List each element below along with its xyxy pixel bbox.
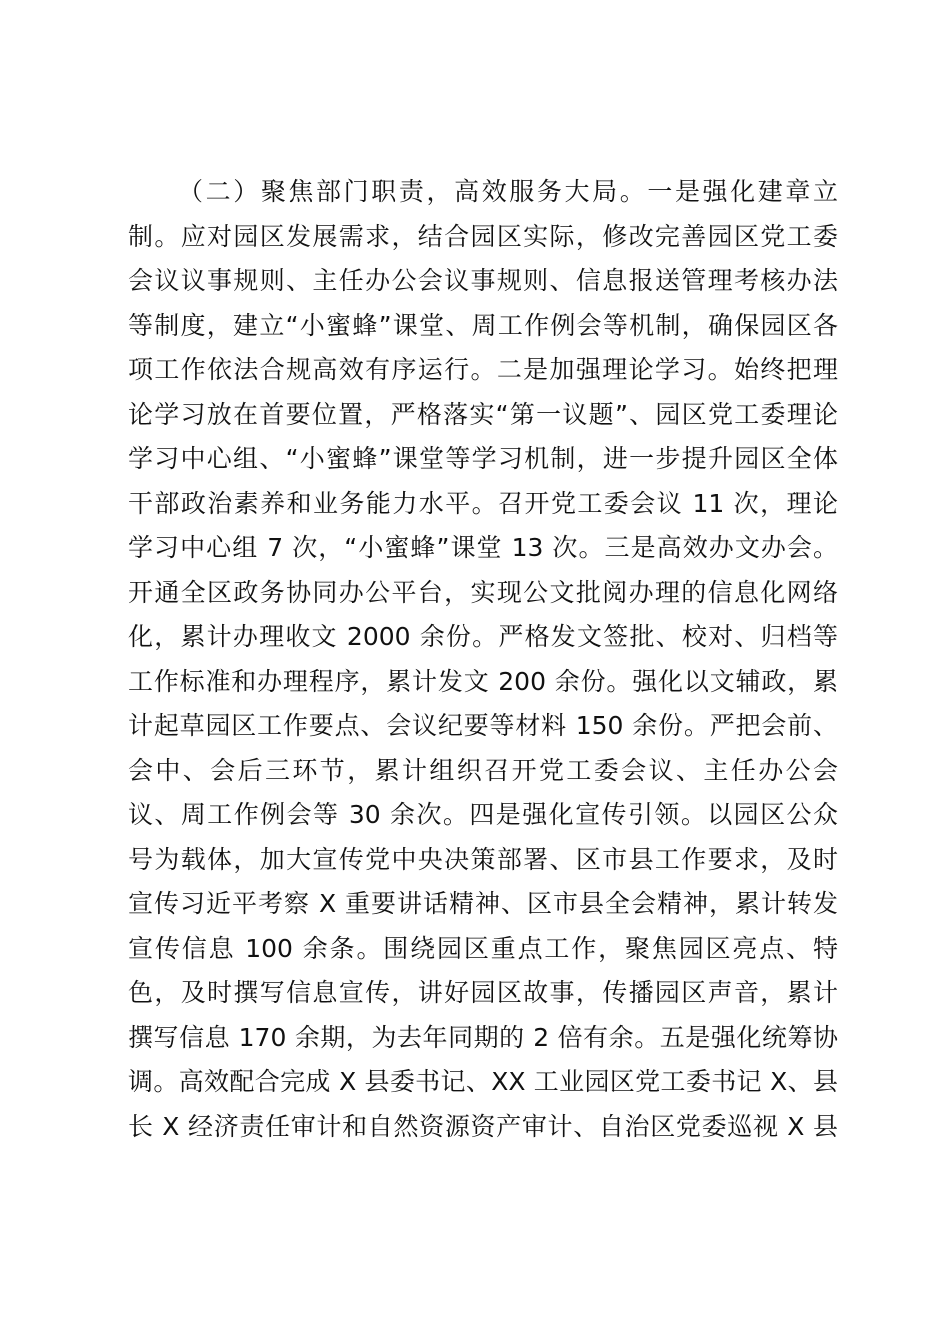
text-line-17: 宣传习近平考察 X 重要讲话精神、区市县全会精神，累计转发 [128, 889, 838, 918]
text-line-10: 开通全区政务协同办公平台，实现公文批阅办理的信息化网络 [128, 577, 838, 607]
text-line-19: 色，及时撰写信息宣传，讲好园区故事，传播园区声音，累计 [128, 978, 838, 1007]
text-line-15: 议、周工作例会等 30 余次。四是强化宣传引领。以园区公众 [128, 800, 838, 829]
text-line-16: 号为载体，加大宣传党中央决策部署、区市县工作要求，及时 [128, 844, 838, 874]
text-line-6: 论学习放在首要位置，严格落实“第一议题”、园区党工委理论 [128, 399, 838, 429]
text-line-7: 学习中心组、“小蜜蜂”课堂等学习机制，进一步提升园区全体 [128, 444, 838, 473]
text-line-4: 等制度，建立“小蜜蜂”课堂、周工作例会等机制，确保园区各 [128, 310, 838, 340]
text-line-2: 制。应对园区发展需求，结合园区实际，修改完善园区党工委 [128, 221, 838, 251]
text-line-22: 长 X 经济责任审计和自然资源资产审计、自治区党委巡视 X 县 [128, 1111, 838, 1141]
text-line-3: 会议议事规则、主任办公会议事规则、信息报送管理考核办法 [128, 266, 838, 295]
text-line-13: 计起草园区工作要点、会议纪要等材料 150 余份。严把会前、 [128, 711, 838, 740]
body-paragraph [128, 170, 838, 1149]
text-line-5: 项工作依法合规高效有序运行。二是加强理论学习。始终把理 [128, 355, 838, 384]
text-line-8: 干部政治素养和业务能力水平。召开党工委会议 11 次，理论 [128, 488, 838, 518]
text-line-21: 调。高效配合完成 X 县委书记、XX 工业园区党工委书记 X、县 [128, 1067, 838, 1096]
text-line-20: 撰写信息 170 余期，为去年同期的 2 倍有余。五是强化统筹协 [128, 1022, 838, 1052]
text-line-14: 会中、会后三环节，累计组织召开党工委会议、主任办公会 [128, 755, 838, 785]
text-line-12: 工作标准和办理程序，累计发文 200 余份。强化以文辅政，累 [128, 666, 838, 696]
text-line-18: 宣传信息 100 余条。围绕园区重点工作，聚焦园区亮点、特 [128, 933, 838, 963]
text-line-11: 化，累计办理收文 2000 余份。严格发文签批、校对、归档等 [128, 622, 838, 651]
text-line-1: （二）聚焦部门职责，高效服务大局。一是强化建章立 [178, 177, 838, 206]
text-line-9: 学习中心组 7 次，“小蜜蜂”课堂 13 次。三是高效办文办会。 [128, 533, 838, 562]
